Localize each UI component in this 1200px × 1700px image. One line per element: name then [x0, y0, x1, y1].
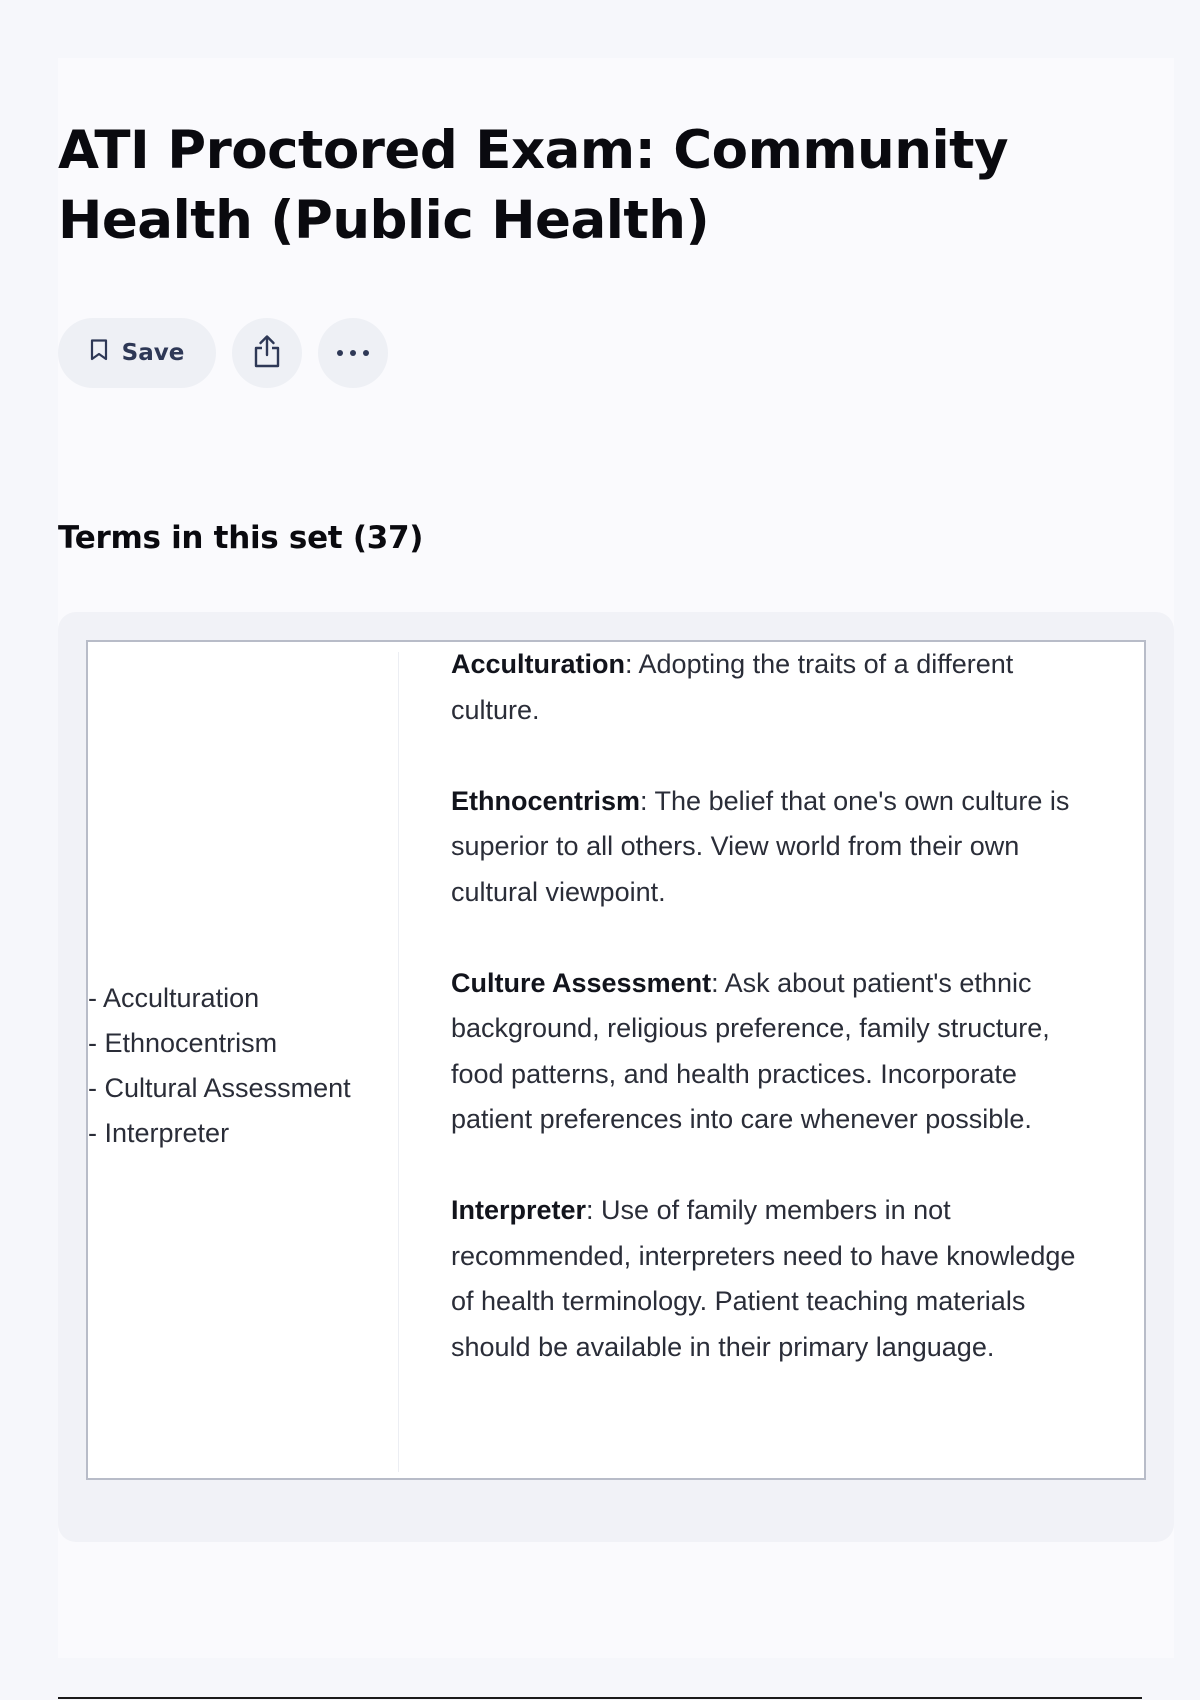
definition-term: Acculturation — [451, 649, 626, 679]
action-bar — [58, 318, 388, 388]
definition-paragraph — [451, 779, 1081, 916]
more-icon — [336, 344, 370, 362]
term-item: - Acculturation — [88, 976, 351, 1021]
definition-paragraph — [451, 642, 1081, 733]
term-item: - Cultural Assessment — [88, 1066, 351, 1111]
definition-text: : Adopting the traits of a different culture. — [451, 649, 1014, 725]
bottom-divider — [58, 1697, 1142, 1699]
share-button[interactable] — [232, 318, 302, 388]
definition-column — [451, 642, 1081, 1416]
definition-paragraph — [451, 961, 1081, 1143]
definition-text: : Ask about patient's ethnic background, religious preference, family structure, food patterns, and health practices. Incorporate patient preferences into care whenever possible. — [451, 967, 1050, 1134]
definition-text: : Use of family members in not recommended, interpreters need to have knowledge of health terminology. Patient teaching materials should be available in their primary language. — [451, 1195, 1076, 1362]
definition-paragraph — [451, 1188, 1081, 1370]
definition-term: Interpreter — [451, 1195, 587, 1225]
save-button[interactable] — [58, 318, 216, 388]
term-item: - Interpreter — [88, 1111, 351, 1156]
term-card — [58, 612, 1174, 1542]
share-icon — [252, 334, 282, 373]
definition-text: : The belief that one's own culture is superior to all others. View world from their own cultural viewpoint. — [451, 785, 1070, 907]
bookmark-icon — [90, 339, 108, 367]
definition-term: Culture Assessment — [451, 967, 712, 998]
term-box[interactable] — [86, 640, 1146, 1480]
term-item: - Ethnocentrism — [88, 1021, 351, 1066]
terms-heading: Terms in this set (37) — [58, 520, 424, 556]
column-divider — [398, 652, 399, 1472]
more-options-button[interactable] — [318, 318, 388, 388]
save-label: Save — [121, 340, 185, 366]
term-list — [88, 976, 351, 1156]
definition-term: Ethnocentrism — [451, 785, 641, 816]
page-title: ATI Proctored Exam: Community Health (Public Health) — [58, 120, 1009, 251]
